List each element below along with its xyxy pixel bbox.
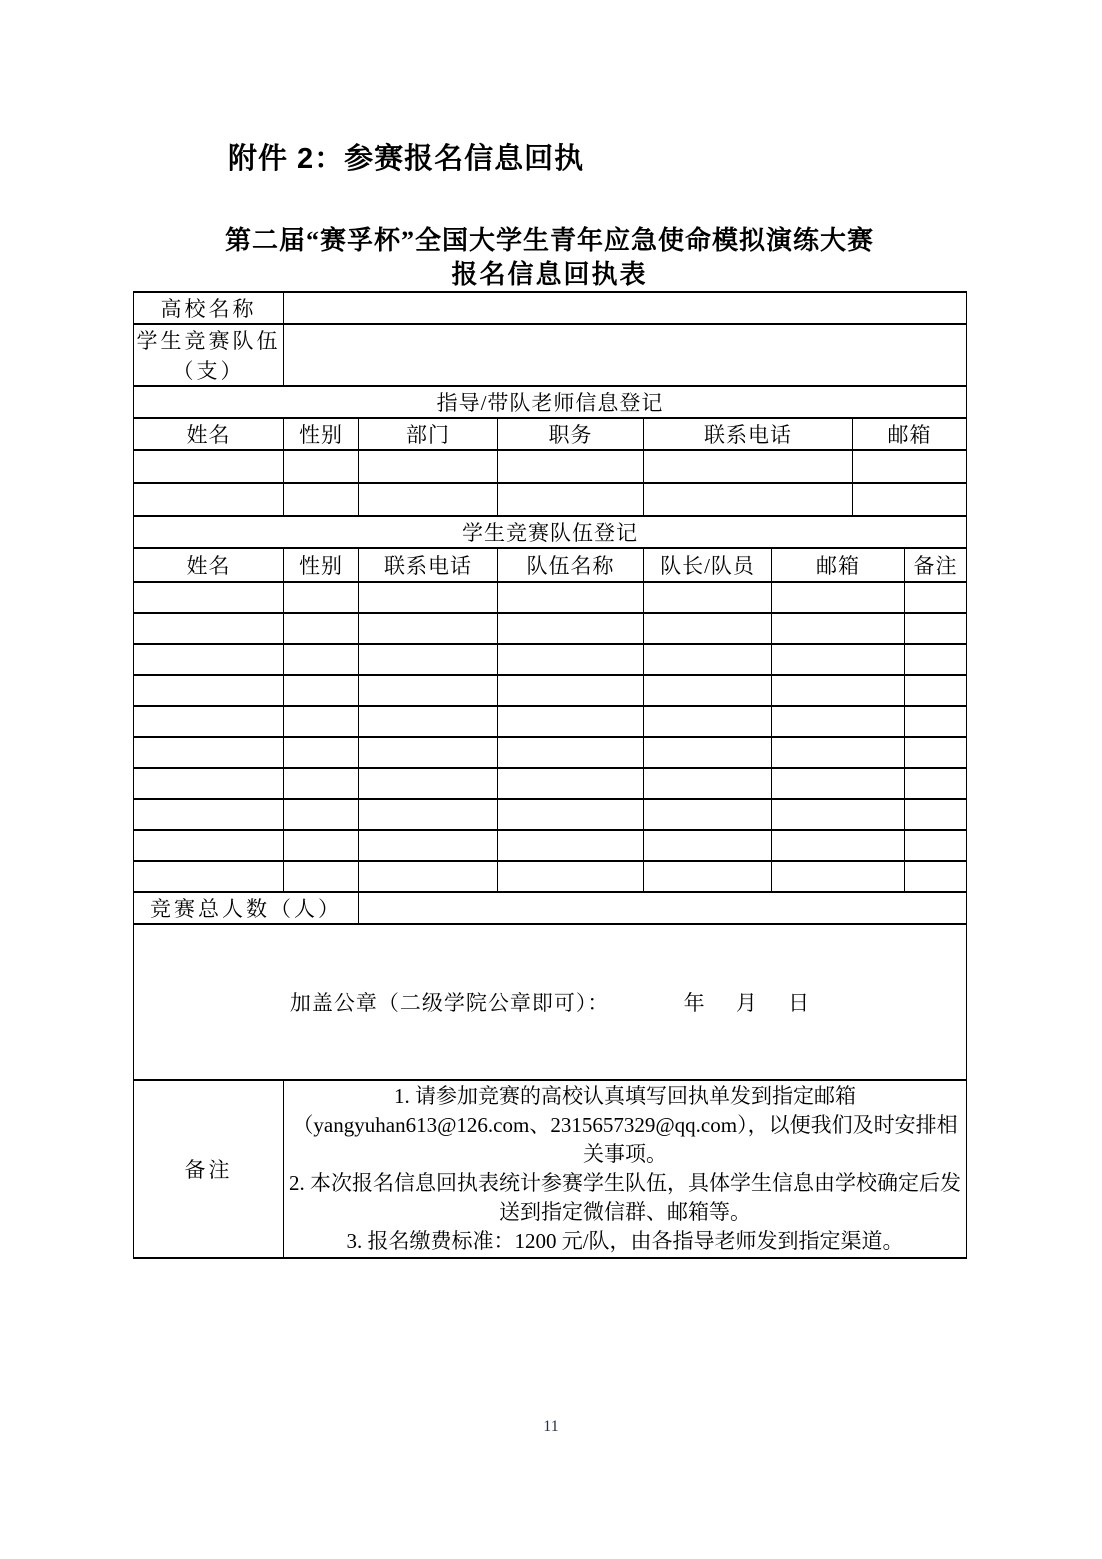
empty-cell bbox=[134, 861, 284, 892]
empty-cell bbox=[498, 450, 644, 483]
form-title-line1: 第二届“赛孚杯”全国大学生青年应急使命模拟演练大赛 bbox=[224, 226, 874, 255]
team-count-row bbox=[134, 324, 967, 386]
empty-cell bbox=[644, 706, 772, 737]
stamp-label: 加盖公章（二级学院公章即可）： bbox=[289, 991, 610, 1015]
empty-cell bbox=[498, 768, 644, 799]
empty-cell bbox=[134, 675, 284, 706]
empty-cell bbox=[772, 861, 905, 892]
empty-cell bbox=[134, 799, 284, 830]
teacher-col-name: 姓名 bbox=[134, 418, 284, 450]
stamp-year-label: 年 bbox=[683, 991, 706, 1015]
empty-cell bbox=[772, 799, 905, 830]
empty-cell bbox=[359, 483, 498, 516]
empty-cell bbox=[498, 483, 644, 516]
attachment-title: 附件 2：参赛报名信息回执 bbox=[228, 143, 585, 175]
empty-cell bbox=[644, 675, 772, 706]
team-count-label bbox=[134, 324, 284, 386]
empty-row bbox=[134, 799, 967, 830]
empty-row bbox=[134, 483, 967, 516]
empty-cell bbox=[644, 861, 772, 892]
empty-cell bbox=[284, 582, 359, 613]
empty-cell bbox=[359, 675, 498, 706]
empty-row bbox=[134, 768, 967, 799]
empty-cell bbox=[853, 483, 967, 516]
school-name-value-cell bbox=[284, 292, 967, 324]
empty-cell bbox=[134, 737, 284, 768]
empty-cell bbox=[134, 644, 284, 675]
empty-cell bbox=[284, 675, 359, 706]
total-count-row bbox=[134, 892, 967, 924]
stamp-cell bbox=[134, 924, 967, 1080]
empty-cell bbox=[359, 830, 498, 861]
empty-cell bbox=[905, 737, 967, 768]
school-name-label: 高校名称 bbox=[134, 292, 284, 324]
empty-cell bbox=[772, 644, 905, 675]
total-count-value-cell bbox=[359, 892, 967, 924]
empty-cell bbox=[772, 737, 905, 768]
empty-cell bbox=[359, 737, 498, 768]
form-table-body bbox=[134, 292, 967, 450]
note-item-3: 3. 报名缴费标准：1200 元/队，由各指导老师发到指定渠道。 bbox=[346, 1229, 904, 1253]
empty-row bbox=[134, 706, 967, 737]
student-col-teamname: 队伍名称 bbox=[498, 548, 644, 582]
empty-row bbox=[134, 675, 967, 706]
notes-content-cell bbox=[284, 1080, 967, 1258]
registration-form-table bbox=[133, 291, 967, 1259]
empty-cell bbox=[359, 706, 498, 737]
teacher-col-position: 职务 bbox=[498, 418, 644, 450]
total-count-label: 竞赛总人数（人） bbox=[134, 892, 359, 924]
stamp-day-label: 日 bbox=[788, 991, 811, 1015]
empty-cell bbox=[644, 483, 853, 516]
stamp-month-label: 月 bbox=[735, 991, 758, 1015]
empty-cell bbox=[284, 613, 359, 644]
page-number: 11 bbox=[543, 1418, 559, 1435]
empty-cell bbox=[134, 582, 284, 613]
empty-cell bbox=[134, 830, 284, 861]
empty-cell bbox=[134, 768, 284, 799]
teacher-col-department: 部门 bbox=[359, 418, 498, 450]
notes-row bbox=[134, 1080, 967, 1258]
empty-cell bbox=[772, 582, 905, 613]
empty-cell bbox=[498, 706, 644, 737]
empty-cell bbox=[498, 613, 644, 644]
teacher-section-title: 指导/带队老师信息登记 bbox=[134, 386, 967, 418]
empty-cell bbox=[498, 675, 644, 706]
empty-cell bbox=[905, 830, 967, 861]
empty-row bbox=[134, 830, 967, 861]
empty-cell bbox=[905, 861, 967, 892]
empty-cell bbox=[359, 582, 498, 613]
empty-row bbox=[134, 450, 967, 483]
empty-cell bbox=[498, 799, 644, 830]
empty-cell bbox=[284, 450, 359, 483]
empty-cell bbox=[644, 450, 853, 483]
teacher-col-gender: 性别 bbox=[284, 418, 359, 450]
team-count-label-line1: 学生竞赛队伍 bbox=[136, 329, 281, 353]
empty-cell bbox=[905, 675, 967, 706]
empty-cell bbox=[905, 644, 967, 675]
student-col-name: 姓名 bbox=[134, 548, 284, 582]
empty-cell bbox=[905, 706, 967, 737]
empty-cell bbox=[644, 737, 772, 768]
empty-cell bbox=[498, 737, 644, 768]
empty-row bbox=[134, 582, 967, 613]
stamp-row bbox=[134, 924, 967, 1080]
empty-cell bbox=[905, 613, 967, 644]
note-item-1: 1. 请参加竞赛的高校认真填写回执单发到指定邮箱（yangyuhan613@126.com、2315657329@qq.com），以便我们及时安排相关事项。 bbox=[292, 1084, 958, 1166]
empty-cell bbox=[644, 644, 772, 675]
empty-cell bbox=[772, 613, 905, 644]
empty-cell bbox=[134, 706, 284, 737]
empty-cell bbox=[905, 768, 967, 799]
form-title-line2: 报名信息回执表 bbox=[451, 260, 648, 289]
note-item-2: 2. 本次报名信息回执表统计参赛学生队伍，具体学生信息由学校确定后发送到指定微信群、邮箱等。 bbox=[289, 1171, 961, 1224]
empty-cell bbox=[644, 830, 772, 861]
empty-cell bbox=[498, 582, 644, 613]
student-col-gender: 性别 bbox=[284, 548, 359, 582]
empty-cell bbox=[853, 450, 967, 483]
empty-cell bbox=[644, 768, 772, 799]
empty-cell bbox=[772, 830, 905, 861]
empty-cell bbox=[498, 644, 644, 675]
empty-cell bbox=[644, 799, 772, 830]
student-section-title: 学生竞赛队伍登记 bbox=[134, 516, 967, 548]
teacher-header-row bbox=[134, 418, 967, 450]
empty-cell bbox=[359, 613, 498, 644]
student-col-phone: 联系电话 bbox=[359, 548, 498, 582]
student-col-email: 邮箱 bbox=[772, 548, 905, 582]
empty-cell bbox=[359, 644, 498, 675]
empty-cell bbox=[498, 861, 644, 892]
teacher-col-phone: 联系电话 bbox=[644, 418, 853, 450]
empty-row bbox=[134, 737, 967, 768]
empty-cell bbox=[498, 830, 644, 861]
student-section-row bbox=[134, 516, 967, 548]
empty-cell bbox=[359, 768, 498, 799]
empty-row bbox=[134, 861, 967, 892]
team-count-value-cell bbox=[284, 324, 967, 386]
form-title bbox=[133, 223, 966, 291]
empty-row bbox=[134, 644, 967, 675]
empty-cell bbox=[284, 706, 359, 737]
empty-cell bbox=[134, 613, 284, 644]
empty-cell bbox=[359, 861, 498, 892]
empty-cell bbox=[905, 799, 967, 830]
empty-cell bbox=[284, 768, 359, 799]
school-name-row bbox=[134, 292, 967, 324]
student-header-row bbox=[134, 548, 967, 582]
empty-cell bbox=[134, 483, 284, 516]
teacher-col-email: 邮箱 bbox=[853, 418, 967, 450]
empty-cell bbox=[284, 830, 359, 861]
team-count-label-line2: （支） bbox=[172, 359, 245, 383]
empty-cell bbox=[359, 799, 498, 830]
empty-cell bbox=[134, 450, 284, 483]
empty-cell bbox=[644, 582, 772, 613]
empty-cell bbox=[772, 706, 905, 737]
empty-cell bbox=[284, 861, 359, 892]
empty-cell bbox=[772, 768, 905, 799]
empty-cell bbox=[644, 613, 772, 644]
empty-cell bbox=[284, 483, 359, 516]
empty-row bbox=[134, 613, 967, 644]
teacher-section-row bbox=[134, 386, 967, 418]
notes-label: 备注 bbox=[134, 1080, 284, 1258]
student-col-role: 队长/队员 bbox=[644, 548, 772, 582]
empty-cell bbox=[359, 450, 498, 483]
empty-cell bbox=[284, 737, 359, 768]
empty-cell bbox=[284, 799, 359, 830]
student-col-remark: 备注 bbox=[905, 548, 967, 582]
empty-cell bbox=[905, 582, 967, 613]
empty-cell bbox=[284, 644, 359, 675]
empty-cell bbox=[772, 675, 905, 706]
